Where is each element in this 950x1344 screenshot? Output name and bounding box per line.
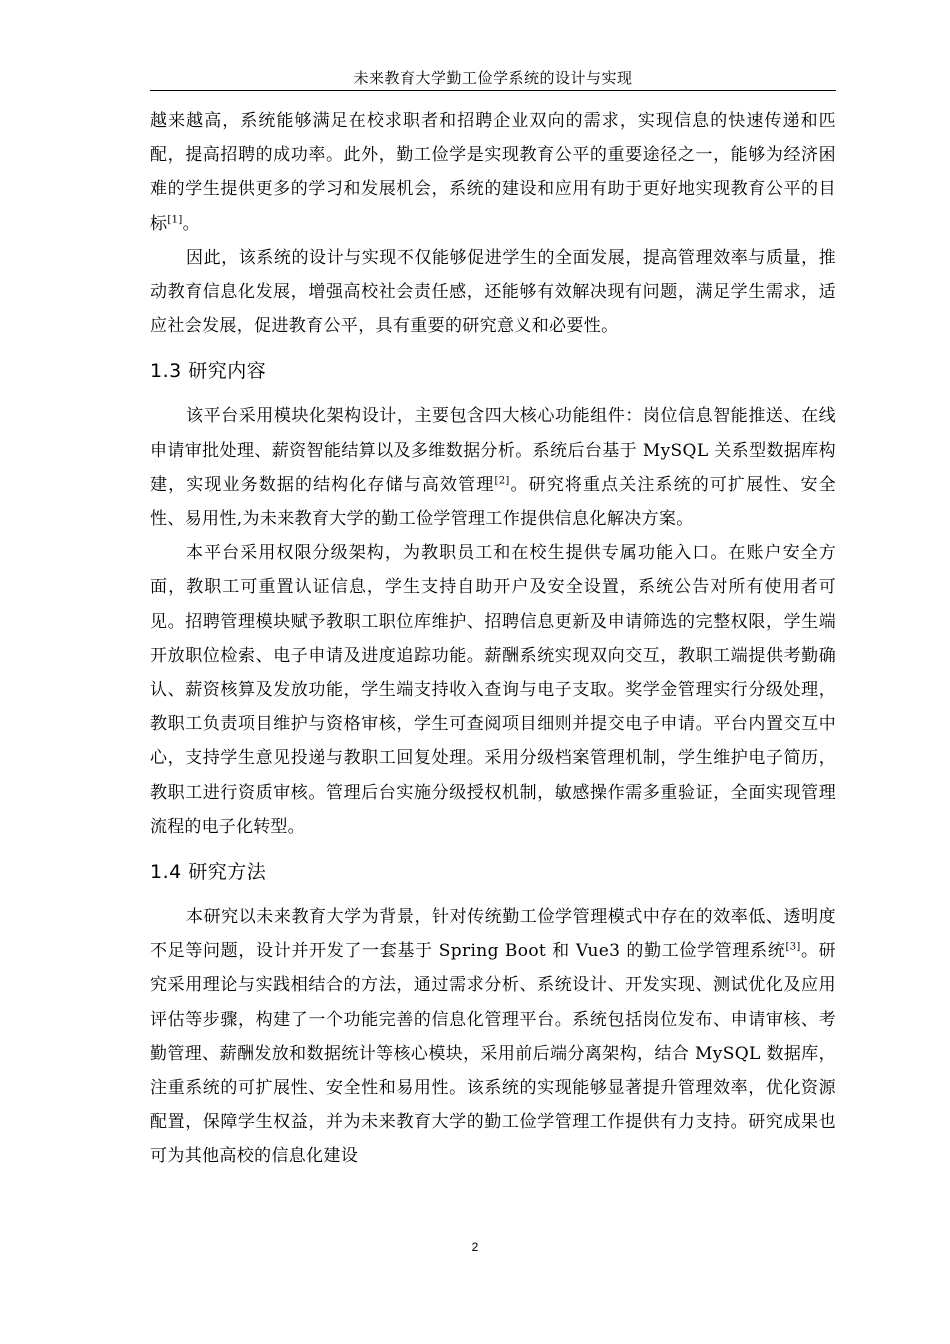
citation-ref: [1]: [167, 213, 183, 225]
paragraph-continued: [150, 104, 836, 241]
paragraph-architecture: [150, 399, 836, 536]
page-body: [150, 104, 836, 1174]
citation-ref: [2]: [494, 475, 510, 487]
paragraph-text: 。: [182, 213, 200, 234]
section-heading-research-content: 1.3 研究内容: [150, 360, 267, 383]
paragraph-significance: 因此，该系统的设计与实现不仅能够促进学生的全面发展，提高管理效率与质量，推动教育信息化发展，增强高校社会责任感，还能够有效解决现有问题，满足学生需求，适应社会发展，促进教育公平，具有重要的研究意义和必要性。: [150, 247, 836, 337]
paragraph-text: 该平台采用模块化架构设计，主要包含四大核心功能组件：岗位信息智能推送、在线申请审批处理、薪资智能结算以及多维数据分析。系统后台基于 MySQL 关系型数据库构建，实现业务数据的结构化存储与高效管理: [150, 406, 836, 495]
paragraph-text: 。研究将重点关注系统的可扩展性、安全性、易用性,为未来教育大学的勤工俭学管理工作提供信息化解决方案。: [150, 474, 836, 530]
citation-ref: [3]: [785, 941, 801, 953]
paragraph-permissions: 本平台采用权限分级架构，为教职员工和在校生提供专属功能入口。在账户安全方面，教职工可重置认证信息，学生支持自助开户及安全设置，系统公告对所有使用者可见。招聘管理模块赋予教职工职位库维护、招聘信息更新及申请筛选的完整权限，学生端开放职位检索、电子申请及进度追踪功能。薪酬系统实现双向交互，教职工端提供考勤确认、薪资核算及发放功能，学生端支持收入查询与电子支取。奖学金管理实行分级处理，教职工负责项目维护与资格审核，学生可查阅项目细则并提交电子申请。平台内置交互中心，支持学生意见投递与教职工回复处理。采用分级档案管理机制，学生维护电子简历，教职工进行资质审核。管理后台实施分级授权机制，敏感操作需多重验证，全面实现管理流程的电子化转型。: [150, 543, 836, 837]
section-heading-research-method: 1.4 研究方法: [150, 861, 267, 884]
paragraph-method: [150, 900, 836, 1174]
paragraph-text: 本研究以未来教育大学为背景，针对传统勤工俭学管理模式中存在的效率低、透明度不足等问题，设计并开发了一套基于 Spring Boot 和 Vue3 的勤工俭学管理系统: [150, 907, 836, 962]
header-rule: [150, 90, 836, 91]
page-number: 2: [471, 1240, 479, 1254]
running-header: 未来教育大学勤工俭学系统的设计与实现: [353, 69, 633, 87]
paragraph-text: 。研究采用理论与实践相结合的方法，通过需求分析、系统设计、开发实现、测试优化及应用评估等步骤，构建了一个功能完善的信息化管理平台。系统包括岗位发布、申请审核、考勤管理、薪酬发放和数据统计等核心模块，采用前后端分离架构，结合 MySQL 数据库，注重系统的可扩展性、安全性和易用性。该系统的实现能够显著提升管理效率，优化资源配置，保障学生权益，并为未来教育大学的勤工俭学管理工作提供有力支持。研究成果也可为其他高校的信息化建设: [150, 941, 836, 1167]
paragraph-text: 越来越高，系统能够满足在校求职者和招聘企业双向的需求，实现信息的快速传递和匹配，提高招聘的成功率。此外，勤工俭学是实现教育公平的重要途径之一，能够为经济困难的学生提供更多的学习和发展机会，系统的建设和应用有助于更好地实现教育公平的目标: [150, 111, 836, 234]
